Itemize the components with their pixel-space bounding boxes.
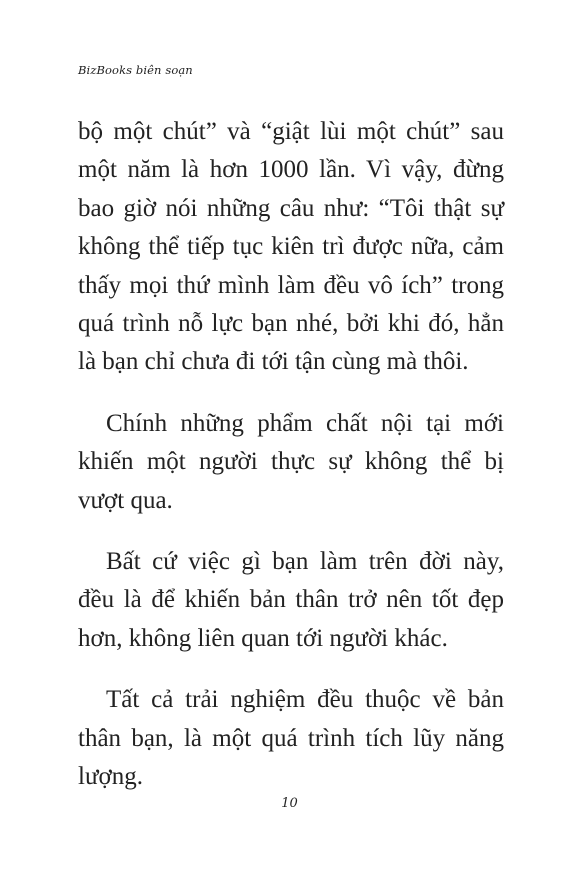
paragraph: Tất cả trải nghiệm đều thuộc về bản thân bạn, là một quá trình tích lũy năng lượng. (78, 686, 504, 791)
page-number: 10 (281, 796, 298, 811)
running-header: BizBooks biên soạn (78, 63, 193, 77)
paragraph: Chính những phẩm chất nội tại mới khiến một người thực sự không thể bị vượt qua. (78, 409, 504, 514)
paragraph-continued: bộ một chút” và “giật lùi một chút” sau một năm là hơn 1000 lần. Vì vậy, đừng bao giờ nói những câu như: “Tôi thật sự không thể tiếp tục kiên trì được nữa, cảm thấy mọi thứ mình làm đều vô ích” trong quá trình nỗ lực bạn nhé, bởi khi đó, hẳn là bạn chỉ chưa đi tới tận cùng mà thôi. (78, 118, 504, 376)
page-body (78, 113, 504, 820)
paragraph: Bất cứ việc gì bạn làm trên đời này, đều là để khiến bản thân trở nên tốt đẹp hơn, không liên quan tới người khác. (78, 548, 504, 652)
